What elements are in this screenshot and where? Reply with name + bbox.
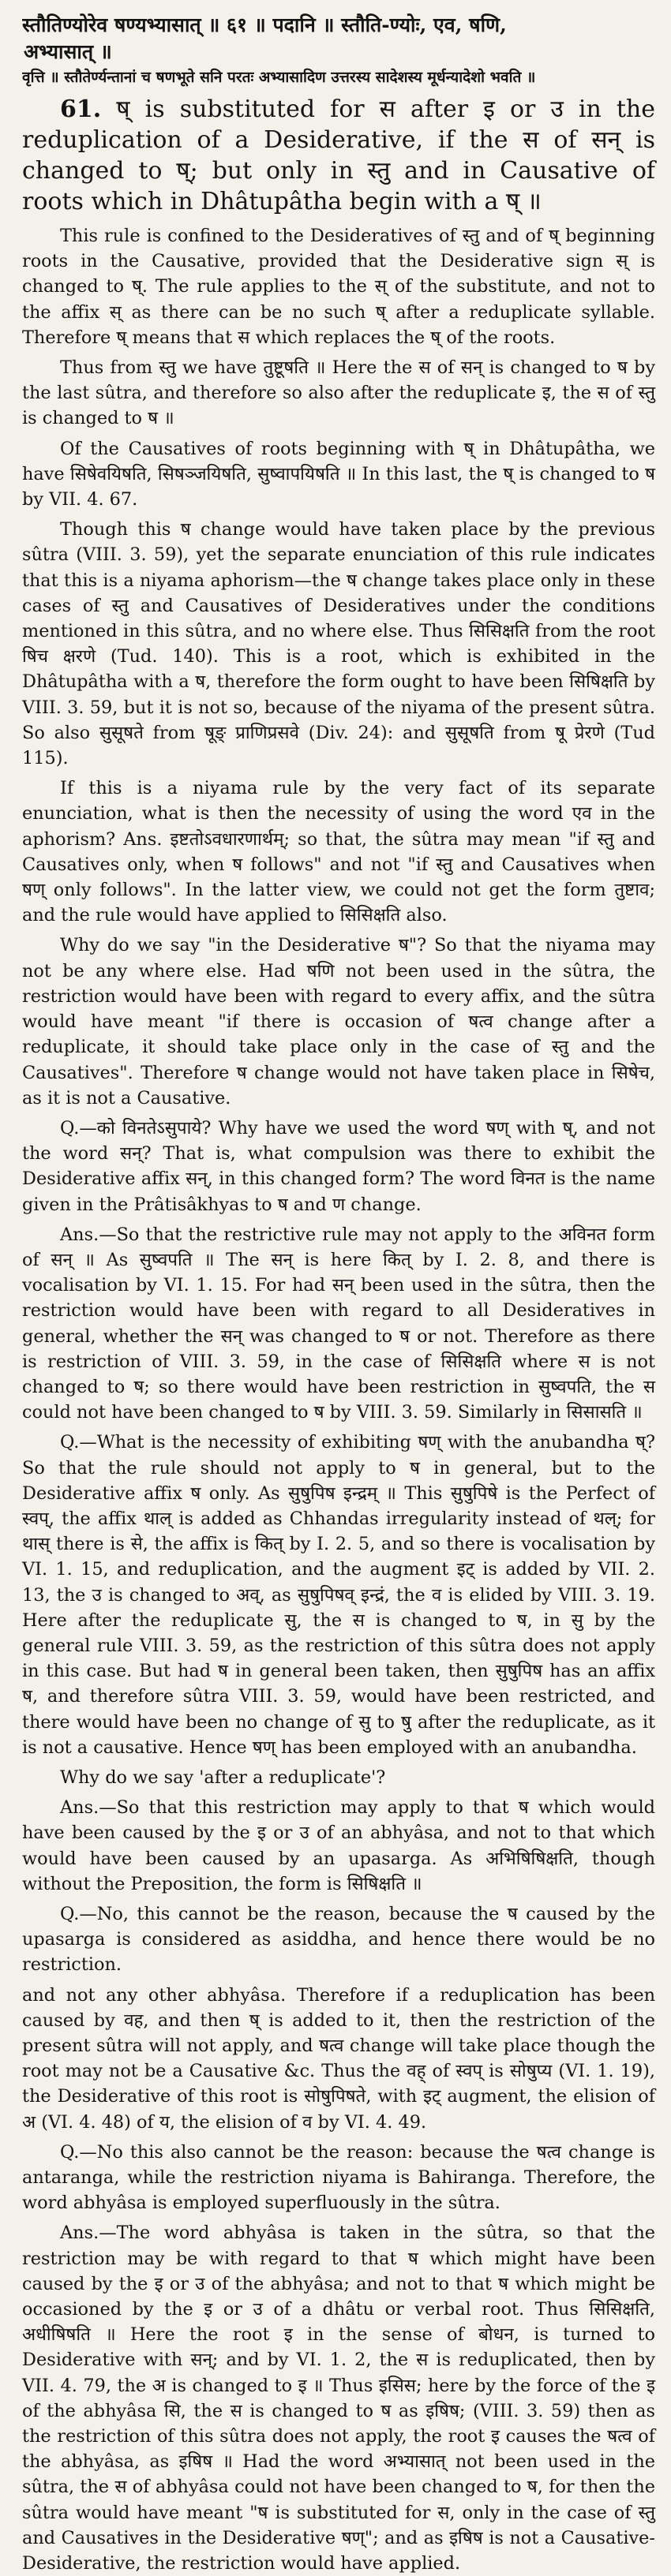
answer-paragraph: Ans.—So that this restriction may apply to that ष which would have been caused by the इ or उ of an abhyâsa, and not to that which would have been caused by an upasarga. As अभिषिषिक्षति, though without the Preposition, the form is सिषिक्षति ॥ (22, 1797, 655, 1894)
commentary-body (22, 223, 655, 2576)
question-paragraph: Q.—को विनतेऽसुपाये? Why have we used the word षण् with ष्, and not the word सन्? That is, what compulsion was there to exhibit the Desiderative affix सन्, in this changed form? The word विनत is the name given in the Prâtisâkhyas to ष and ण change. (22, 1117, 655, 1215)
question-paragraph: Q.—What is the necessity of exhibiting षण् with the anubandha ष्? So that the rule should not apply to ष in general, but to the Desiderative affix ष only. As सुषुपिष इन्द्रम् ॥ This सुषुपिषे is the Perfect of स्वप्, the affix थाल् is added as Chhandas irregularity instead of थल्; for थास् there is से, the affix is कित् by I. 2. 5, and so there is vocalisation by VI. 1. 15, and reduplication, and the augment इट् is added by VII. 2. 13, the उ is changed to अव्, as सुषुपिषव् इन्द्रं, the व is elided by VIII. 3. 19. Here after the reduplicate सु, the स is changed to ष, in सु by the general rule VIII. 3. 59, as the restriction of this sûtra does not apply in this case. But had ष in general been taken, then सुषुपिष has an affix ष, and therefore sûtra VIII. 3. 59, would have been restricted, and there would have been no change of सु to षु after the reduplicate, as it is not a causative. Hence षण् has been employed with an anubandha. (22, 1432, 655, 1758)
sutra-sanskrit-line1: स्तौतिण्योरेव षण्यभ्यासात् ॥ ६१ ॥ पदानि ॥ स्तौति-ण्योः, एव, षणि, (22, 13, 507, 36)
paragraph: This rule is confined to the Desideratives of स्तु and of ष् beginning roots in the Causative, provided that the Desiderative sign स् is changed to ष्. The rule applies to the स् of the substitute, and not to the affix स् as there can be no such ष् after a reduplicate syllable. Therefore ष् means that स which replaces the ष् of the roots. (22, 226, 655, 348)
paragraph: Why do we say 'after a reduplicate'? (60, 1767, 386, 1788)
question-paragraph: Q.—No, this cannot be the reason, because the ष caused by the upasarga is considered as asiddha, and hence there would be no restriction. (22, 1904, 655, 1976)
sutra-sanskrit-line2: अभ्यासात् ॥ (24, 40, 112, 63)
paragraph: If this is a niyama rule by the very fact of its separate enunciation, what is then the necessity of using the word एव in the aphorism? Ans. इष्टतोऽवधारणार्थम्; so that, the sûtra may mean "if स्तु and Causatives only, when ष follows" and not "if स्तु and Causatives when षण् only follows". In the latter view, we could not get the form तुष्टाव; and the rule would have applied to सिसिक्षति also. (22, 778, 655, 926)
paragraph: Though this ष change would have taken place by the previous sûtra (VIII. 3. 59), yet the separate enunciation of this rule indicates that this is a niyama aphorism—the ष change takes place only in these cases of स्तु and Causatives of Desideratives under the conditions mentioned in this sûtra, and no where else. Thus सिसिक्षति from the root षिच क्षरणे (Tud. 140). This is a root, which is exhibited in the Dhâtupâtha with a ष, therefore the form ought to have been सिषिक्षति by VIII. 3. 59, but it is not so, because of the niyama of the present sûtra. So also सुसूषते from षूङ् प्राणिप्रसवे (Div. 24): and सुसूषति from षू प्रेरणे (Tud 115). (22, 519, 655, 769)
vritti-commentary: वृत्ति ॥ स्तौतेर्ण्यन्तानां च षणभूते सनि परतः अभ्यासादिण उत्तरस्य सादेशस्य मूर्धन्यादेशो भवति ॥ (22, 69, 536, 86)
paragraph: and not any other abhyâsa. Therefore if a reduplication has been caused by वह, and then ष् is added to it, then the restriction of the present sûtra will not apply, and षत्व change will take place though the root may not be a Causative &c. Thus the वह् of स्वप् is सोषुप्य (VI. 1. 19), the Desiderative of this root is सोषुपिषते, with इट् augment, the elision of अ (VI. 4. 48) of य, the elision of व by VI. 4. 49. (22, 1984, 655, 2133)
sutra-translation (22, 94, 655, 217)
sutra-translation-text: ष् is substituted for स after इ or उ in the reduplication of a Desiderative, if the स of सन् is changed to ष्; but only in स्तु and in Causative of roots which in Dhâtupâtha begin with a ष् ॥ (22, 95, 656, 215)
paragraph: Why do we say "in the Desiderative ष"? So that the niyama may not be any where else. Had षणि not been used in the sûtra, the restriction would have been with regard to every affix, and the sûtra would have meant "if there is occasion of षत्व change after a reduplicate, it should take place only in the case of स्तु and the Causatives". Therefore ष change would not have taken place in सिषेच, as it is not a Causative. (22, 935, 655, 1109)
answer-paragraph: Ans.—The word abhyâsa is taken in the sûtra, so that the restriction may be with regard to that ष which might have been caused by the इ or उ of the abhyâsa; and not to that ष which might be occasioned by the इ or उ of a dhâtu or verbal root. Thus सिसिक्षति, अधीषिषति ॥ Here the root इ in the sense of बोधन, is turned to Desiderative with सन्; and by VI. 1. 2, the स is reduplicated, then by VII. 4. 79, the अ is changed to इ ॥ Thus इसिस; here by the force of the इ of the abhyâsa सि, the स is changed to ष as इषिष; (VIII. 3. 59) then as the restriction of this sûtra does not apply, the root इ causes the षत्व of the abhyâsa, as इषिष ॥ Had the word अभ्यासात् not been used in the sûtra, the स of abhyâsa could not have been changed to ष, for then the sûtra would have meant "ष is substituted for स, only in the case of स्तु and Causatives in the Desiderative षण्"; and as इषिष is not a Causative-Desiderative, the restriction would have applied. (22, 2223, 655, 2574)
paragraph: Thus from स्तु we have तुष्टूषति ॥ Here the स of सन् is changed to ष by the last sûtra, and therefore so also after the reduplicate इ, the स of स्तु is changed to ष ॥ (22, 357, 655, 429)
paragraph: Of the Causatives of roots beginning with ष् in Dhâtupâtha, we have सिषेवयिषति, सिषञ्जयिषति, सुष्वापयिषति ॥ In this last, the ष् is changed to ष by VII. 4. 67. (22, 438, 655, 510)
answer-paragraph: Ans.—So that the restrictive rule may not apply to the अविनत form of सन् ॥ As सुष्वपति ॥ The सन् is here कित् by I. 2. 8, and there is vocalisation by VI. 1. 15. For had सन् been used in the sûtra, then the restriction would have been with regard to all Desideratives in general, whether the सन् was changed to ष or not. Therefore as there is restriction of VIII. 3. 59, in the case of सिसिक्षति where स is not changed to ष; so there would have been restriction in सुष्वपति, the स could not have been changed to ष by VIII. 3. 59. Similarly in सिसासति ॥ (22, 1224, 655, 1423)
sutra-number: 61. (60, 95, 102, 123)
question-paragraph: Q.—No this also cannot be the reason: because the षत्व change is antaranga, while the restriction niyama is Bahiranga. Therefore, the word abhyâsa is employed superfluously in the sûtra. (22, 2141, 655, 2214)
